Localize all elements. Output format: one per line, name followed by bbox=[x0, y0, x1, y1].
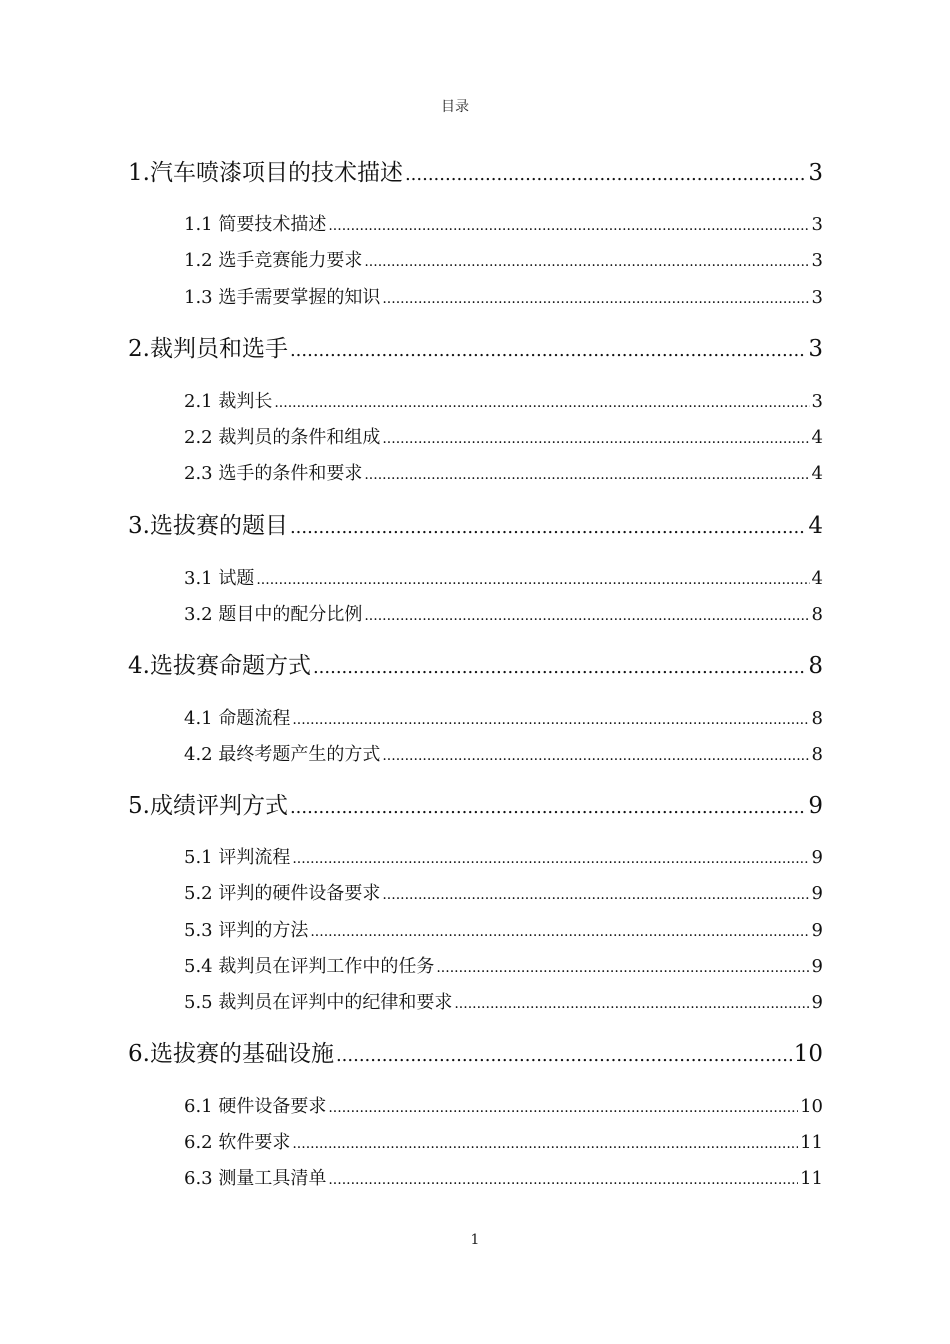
toc-entry-page: 3 bbox=[811, 287, 823, 308]
toc-entry-section[interactable] bbox=[184, 843, 823, 869]
toc-entry-page: 8 bbox=[811, 744, 823, 765]
toc-entry-page: 9 bbox=[811, 847, 823, 868]
toc-entry-page: 9 bbox=[811, 920, 823, 941]
toc-entry-section[interactable] bbox=[184, 1092, 823, 1118]
toc-entry-title: 2.2 裁判员的条件和组成 bbox=[184, 427, 381, 448]
dot-leader bbox=[336, 1045, 792, 1066]
toc-entry-title: 1.3 选手需要掌握的知识 bbox=[184, 287, 381, 308]
toc-entry-section[interactable] bbox=[184, 210, 823, 236]
toc-entry-chapter[interactable] bbox=[128, 647, 823, 680]
dot-leader bbox=[292, 712, 809, 728]
page-number: 1 bbox=[470, 1232, 480, 1248]
toc-entry-title: 5.4 裁判员在评判工作中的任务 bbox=[184, 956, 435, 977]
toc-entry-page: 4 bbox=[811, 427, 823, 448]
toc-entry-section[interactable] bbox=[184, 283, 823, 309]
toc-entry-chapter[interactable] bbox=[128, 154, 823, 187]
toc-entry-page: 3 bbox=[808, 336, 823, 362]
toc-entry-section[interactable] bbox=[184, 704, 823, 730]
dot-leader bbox=[290, 340, 806, 361]
toc-entry-page: 8 bbox=[811, 604, 823, 625]
toc-entry-title: 5.5 裁判员在评判中的纪律和要求 bbox=[184, 992, 453, 1013]
toc-entry-title: 1.1 简要技术描述 bbox=[184, 214, 327, 235]
dot-leader bbox=[328, 1100, 798, 1116]
toc-entry-title: 6.1 硬件设备要求 bbox=[184, 1096, 327, 1117]
toc-entry-title: 5.成绩评判方式 bbox=[128, 793, 288, 819]
dot-leader bbox=[292, 851, 809, 867]
toc-entry-page: 8 bbox=[811, 708, 823, 729]
dot-leader bbox=[292, 1136, 798, 1152]
dot-leader bbox=[364, 467, 809, 483]
toc-entry-title: 1.2 选手竞赛能力要求 bbox=[184, 250, 363, 271]
toc-entry-title: 5.1 评判流程 bbox=[184, 847, 291, 868]
toc-entry-title: 4.选拔赛命题方式 bbox=[128, 653, 311, 679]
toc-entry-title: 4.1 命题流程 bbox=[184, 708, 291, 729]
toc-entry-page: 10 bbox=[800, 1096, 823, 1117]
toc-entry-section[interactable] bbox=[184, 246, 823, 272]
toc-entry-title: 1.汽车喷漆项目的技术描述 bbox=[128, 160, 403, 186]
dot-leader bbox=[382, 748, 809, 764]
toc-entry-section[interactable] bbox=[184, 916, 823, 942]
dot-leader bbox=[310, 924, 809, 940]
toc-entry-title: 4.2 最终考题产生的方式 bbox=[184, 744, 381, 765]
dot-leader bbox=[382, 887, 809, 903]
toc-entry-page: 4 bbox=[811, 568, 823, 589]
dot-leader bbox=[364, 254, 809, 270]
toc-entry-page: 8 bbox=[808, 653, 823, 679]
toc-entry-page: 3 bbox=[808, 160, 823, 186]
toc-entry-section[interactable] bbox=[184, 740, 823, 766]
dot-leader bbox=[313, 657, 806, 678]
toc-entry-page: 11 bbox=[800, 1132, 823, 1153]
toc-entry-title: 3.2 题目中的配分比例 bbox=[184, 604, 363, 625]
toc-entry-section[interactable] bbox=[184, 459, 823, 485]
dot-leader bbox=[364, 608, 809, 624]
toc-entry-section[interactable] bbox=[184, 1128, 823, 1154]
toc-entry-title: 6.2 软件要求 bbox=[184, 1132, 291, 1153]
dot-leader bbox=[382, 291, 809, 307]
dot-leader bbox=[454, 996, 809, 1012]
toc-entry-section[interactable] bbox=[184, 387, 823, 413]
toc-entry-title: 5.2 评判的硬件设备要求 bbox=[184, 883, 381, 904]
toc-entry-page: 4 bbox=[811, 463, 823, 484]
toc-entry-title: 2.3 选手的条件和要求 bbox=[184, 463, 363, 484]
toc-entry-page: 10 bbox=[793, 1041, 823, 1067]
toc-entry-section[interactable] bbox=[184, 1164, 823, 1190]
toc-entry-title: 2.裁判员和选手 bbox=[128, 336, 288, 362]
toc-entry-title: 6.3 测量工具清单 bbox=[184, 1168, 327, 1189]
toc-entry-chapter[interactable] bbox=[128, 507, 823, 540]
dot-leader bbox=[274, 395, 809, 411]
toc-entry-title: 3.1 试题 bbox=[184, 568, 255, 589]
dot-leader bbox=[290, 517, 806, 538]
dot-leader bbox=[436, 960, 809, 976]
dot-leader bbox=[382, 431, 809, 447]
toc-entry-page: 9 bbox=[808, 793, 823, 819]
toc-entry-page: 3 bbox=[811, 250, 823, 271]
toc-entry-chapter[interactable] bbox=[128, 787, 823, 820]
toc-entry-page: 9 bbox=[811, 956, 823, 977]
toc-entry-page: 4 bbox=[808, 513, 823, 539]
toc-heading: 目录 bbox=[441, 99, 469, 115]
toc-entry-page: 9 bbox=[811, 883, 823, 904]
dot-leader bbox=[405, 164, 806, 185]
toc-entry-section[interactable] bbox=[184, 988, 823, 1014]
dot-leader bbox=[290, 797, 806, 818]
toc-entry-chapter[interactable] bbox=[128, 1035, 823, 1068]
toc-entry-chapter[interactable] bbox=[128, 330, 823, 363]
toc-entry-page: 3 bbox=[811, 214, 823, 235]
dot-leader bbox=[256, 572, 809, 588]
toc-entry-title: 6.选拔赛的基础设施 bbox=[128, 1041, 334, 1067]
toc-entry-section[interactable] bbox=[184, 600, 823, 626]
toc-entry-section[interactable] bbox=[184, 423, 823, 449]
toc-entry-section[interactable] bbox=[184, 879, 823, 905]
toc-entry-title: 2.1 裁判长 bbox=[184, 391, 273, 412]
toc-entry-section[interactable] bbox=[184, 564, 823, 590]
dot-leader bbox=[328, 1172, 798, 1188]
toc-entry-page: 11 bbox=[800, 1168, 823, 1189]
toc-entry-title: 5.3 评判的方法 bbox=[184, 920, 309, 941]
toc-entry-section[interactable] bbox=[184, 952, 823, 978]
toc-entry-page: 9 bbox=[811, 992, 823, 1013]
toc-entry-page: 3 bbox=[811, 391, 823, 412]
dot-leader bbox=[328, 218, 809, 234]
toc-entry-title: 3.选拔赛的题目 bbox=[128, 513, 288, 539]
